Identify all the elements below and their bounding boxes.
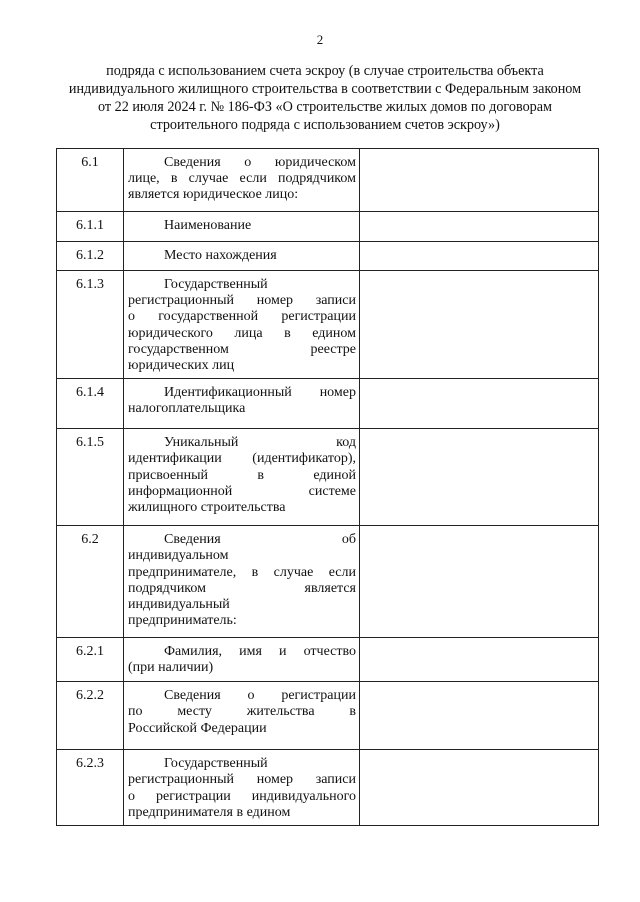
description-line: государственном реестре: [128, 341, 356, 357]
row-description: [124, 429, 360, 526]
intro-line: подряда с использованием счета эскроу (в случае строительства объекта: [106, 63, 544, 79]
description-line: Российской Федерации: [128, 720, 267, 736]
description-line: индивидуальном: [128, 548, 229, 564]
row-value-cell: [360, 212, 599, 242]
intro-paragraph: [60, 62, 590, 134]
description-line: является юридическое лицо:: [128, 187, 299, 203]
row-number: 6.1.1: [57, 212, 124, 242]
description-line: юридического лица в едином: [128, 325, 356, 341]
row-description: [124, 271, 360, 379]
description-line: идентификации (идентификатор),: [128, 451, 356, 467]
page-number: 2: [316, 32, 324, 47]
description-line: Место нахождения: [164, 248, 277, 263]
description-line: жилищного строительства: [128, 500, 286, 516]
description-line: Государственный: [164, 277, 268, 292]
table-row: [57, 212, 599, 242]
row-description: [124, 149, 360, 212]
row-value-cell: [360, 271, 599, 379]
description-line: о регистрации индивидуального: [128, 788, 356, 804]
row-description: [124, 242, 360, 271]
row-value-cell: [360, 242, 599, 271]
intro-line: индивидуального жилищного строительства в соответствии с Федеральным законом: [68, 81, 582, 97]
description-line: предприниматель:: [128, 613, 237, 629]
row-value-cell: [360, 750, 599, 826]
description-line: регистрационный номер записи: [128, 293, 356, 309]
row-number: 6.1.5: [57, 429, 124, 526]
table-row: [57, 271, 599, 379]
description-line: по месту жительства в: [128, 704, 356, 720]
row-number: 6.1: [57, 149, 124, 212]
intro-line: от 22 июля 2024 г. № 186-ФЗ «О строительстве жилых домов по договорам: [97, 99, 553, 115]
description-line: лице, в случае если подрядчиком: [128, 171, 356, 187]
table-row: [57, 379, 599, 429]
description-line: Государственный: [164, 756, 268, 772]
row-number: 6.2: [57, 526, 124, 638]
row-description: [124, 750, 360, 826]
row-description: [124, 638, 360, 682]
description-line: о государственной регистрации: [128, 309, 356, 325]
row-description: [124, 379, 360, 429]
table-row: [57, 682, 599, 750]
description-line: предпринимателя в едином: [128, 804, 291, 820]
description-line: Сведения об: [164, 532, 356, 548]
table-row: [57, 429, 599, 526]
row-value-cell: [360, 682, 599, 750]
description-line: информационной системе: [128, 483, 356, 499]
row-number: 6.1.3: [57, 271, 124, 379]
row-number: 6.1.4: [57, 379, 124, 429]
row-value-cell: [360, 149, 599, 212]
table-row: [57, 638, 599, 682]
row-number: 6.2.2: [57, 682, 124, 750]
table-row: [57, 149, 599, 212]
row-description: [124, 212, 360, 242]
description-line: Сведения о юридическом: [164, 155, 356, 170]
description-line: предпринимателе, в случае если: [128, 564, 356, 580]
description-line: подрядчиком является: [128, 580, 356, 596]
description-line: юридических лиц: [128, 358, 235, 374]
row-value-cell: [360, 379, 599, 429]
row-value-cell: [360, 638, 599, 682]
info-table: [56, 148, 599, 826]
table-row: [57, 526, 599, 638]
description-line: регистрационный номер записи: [128, 772, 356, 788]
description-line: Сведения о регистрации: [164, 688, 356, 704]
table-row: [57, 242, 599, 271]
row-description: [124, 526, 360, 638]
row-number: 6.2.1: [57, 638, 124, 682]
description-line: Идентификационный номер: [164, 385, 356, 401]
intro-line: строительного подряда с использованием счетов эскроу»): [150, 117, 500, 133]
row-value-cell: [360, 526, 599, 638]
description-line: Наименование: [164, 218, 252, 233]
description-line: Фамилия, имя и отчество: [164, 644, 356, 660]
table-row: [57, 750, 599, 826]
description-line: Уникальный код: [164, 435, 356, 451]
row-number: 6.2.3: [57, 750, 124, 826]
row-description: [124, 682, 360, 750]
description-line: налогоплательщика: [128, 401, 246, 417]
description-line: присвоенный в единой: [128, 467, 356, 483]
row-value-cell: [360, 429, 599, 526]
row-number: 6.1.2: [57, 242, 124, 271]
description-line: индивидуальный: [128, 597, 230, 613]
description-line: (при наличии): [128, 660, 214, 676]
